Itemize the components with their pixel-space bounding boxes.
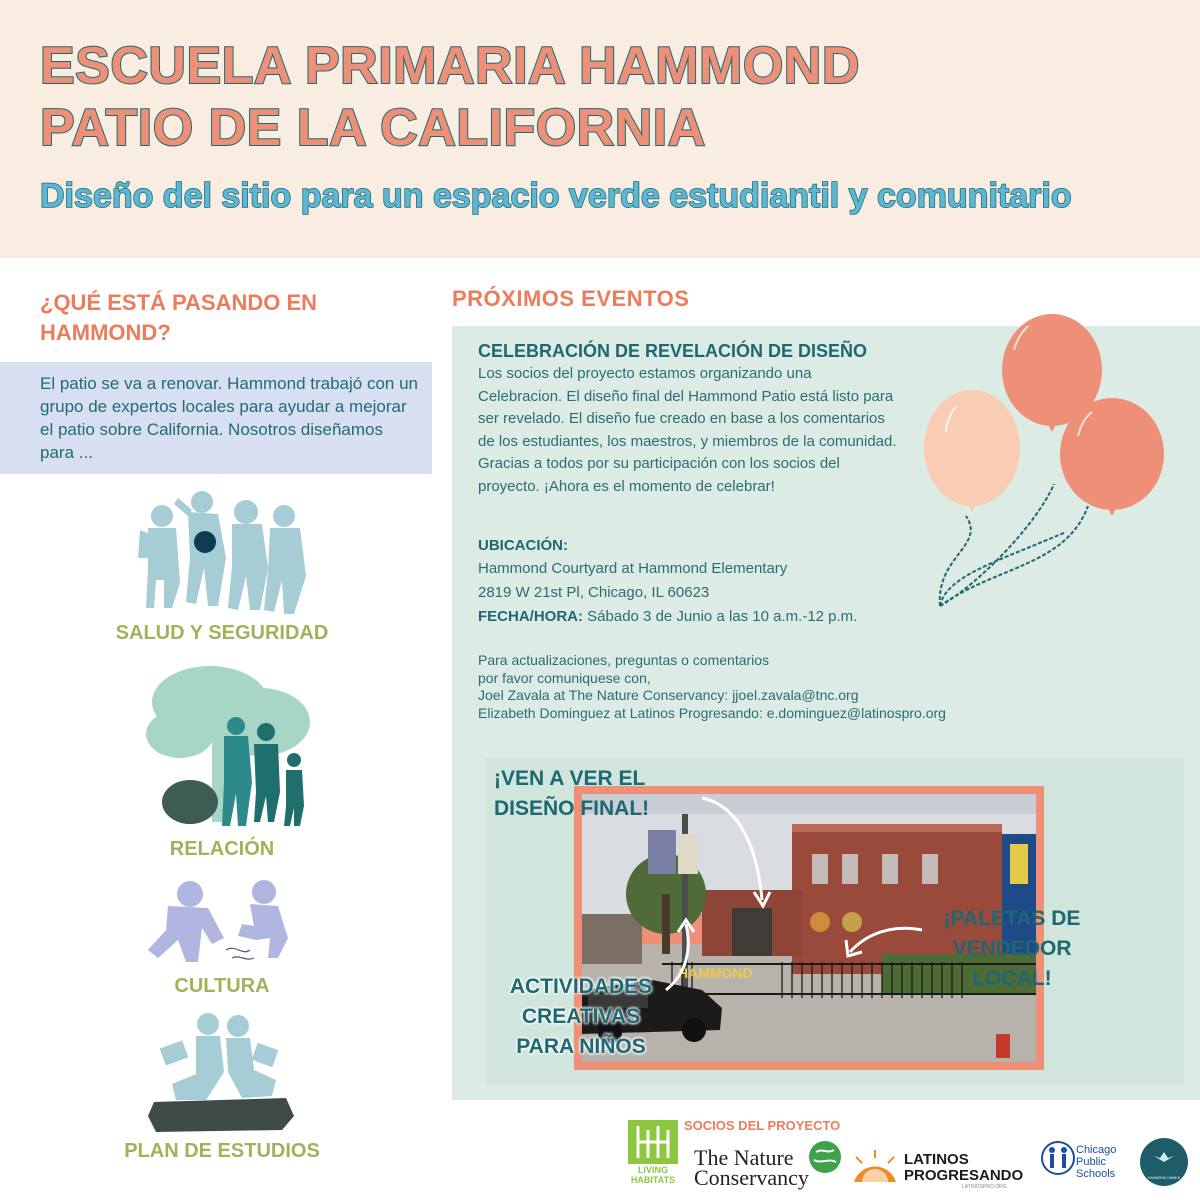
what-is-happening-heading: ¿QUÉ ESTÁ PASANDO EN HAMMOND? xyxy=(40,290,318,345)
tnc-globe-icon xyxy=(808,1140,842,1174)
latinos-progresando-url: LATINOSPRO.ORG xyxy=(962,1184,1007,1190)
lp-line1: LATINOS xyxy=(904,1151,969,1168)
latinos-progresando-sun-icon xyxy=(850,1148,900,1184)
partners-label: SOCIOS DEL PROYECTO xyxy=(684,1118,841,1133)
contact-tnc: Joel Zavala at The Nature Conservancy: jjoel.zavala@tnc.org xyxy=(478,687,859,703)
event-title: CELEBRACIÓN DE REVELACIÓN DE DISEÑO xyxy=(478,341,868,361)
kids-drawing-illustration xyxy=(138,878,318,970)
callout-local-vendor-popsicles: ¡PALETAS DE VENDEDOR LOCAL! xyxy=(943,907,1081,990)
kids-reading-illustration xyxy=(146,1010,296,1132)
date-label: FECHA/HORA: xyxy=(478,608,583,625)
contact-line: por favor comuniquese con, xyxy=(478,669,651,686)
page-subtitle: Diseño del sitio para un espacio verde estudiantil y comunitario xyxy=(40,177,1072,215)
latinos-progresando-logo-text xyxy=(904,1152,1023,1184)
lp-line2: PROGRESANDO xyxy=(904,1167,1024,1184)
date-value: Sábado 3 de Junio a las 10 a.m.-12 p.m. xyxy=(587,608,858,625)
callout-creative-activities: ACTIVIDADES CREATIVAS PARA NIÑOS xyxy=(509,975,653,1058)
event-description: Los socios del proyecto estamos organizando una Celebracion. El diseño final del Hammond Patio está listo para ser revelado. El diseño fue creado en base a los comentarios de los estudiantes, los maestros, y miembros de la comunidad. Gracias a todos por su participación con los socios del proyecto. ¡Ahora es el momento de celebrar! xyxy=(478,365,897,495)
living-habitats-label: LIVING HABITATS xyxy=(630,1165,676,1185)
tnc-line2: Conservancy xyxy=(694,1165,809,1190)
hawk-icon xyxy=(1152,1146,1176,1170)
tree-people-illustration xyxy=(140,662,326,832)
fence-letters: HAMMOND xyxy=(678,965,753,981)
kids-playing-illustration xyxy=(134,488,310,618)
intro-text: El patio se va a renovar. Hammond trabajó con un grupo de expertos locales para ayudar a mejorar el patio sobre California. Nosotros diseñamos para ... xyxy=(40,374,418,462)
balloons-illustration xyxy=(916,306,1172,618)
caption-relationship: RELACIÓN xyxy=(169,838,275,860)
location-venue: Hammond Courtyard at Hammond Elementary xyxy=(478,560,788,577)
location-address: 2819 W 21st Pl, Chicago, IL 60623 xyxy=(478,584,710,601)
caption-culture: CULTURA xyxy=(174,975,270,997)
chicago-public-schools-logo-text xyxy=(1076,1144,1116,1180)
contact-info xyxy=(478,652,1098,722)
upcoming-events-heading: PRÓXIMOS EVENTOS xyxy=(452,286,690,311)
caption-curriculum: PLAN DE ESTUDIOS xyxy=(124,1140,320,1162)
living-habitats-logo-icon xyxy=(628,1120,678,1164)
cps-line2: Public xyxy=(1076,1156,1106,1168)
tnc-line1: The Nature xyxy=(694,1145,794,1170)
page-title-line2: PATIO DE LA CALIFORNIA xyxy=(40,99,706,157)
location-label: UBICACIÓN: xyxy=(478,537,568,554)
contact-line: Para actualizaciones, preguntas o comentarios xyxy=(478,652,770,668)
page-title: ESCUELA PRIMARIA HAMMOND xyxy=(40,37,860,95)
contact-latinos-progresando: Elizabeth Dominguez at Latinos Progresando: e.dominguez@latinospro.org xyxy=(478,704,946,721)
cps-line1: Chicago xyxy=(1076,1144,1117,1156)
hammond-badge-text: HAMMOND HAWKS xyxy=(1147,1176,1181,1180)
date-time-line xyxy=(478,606,857,627)
nature-conservancy-logo-text xyxy=(694,1145,809,1190)
cps-line3: Schools xyxy=(1076,1168,1116,1180)
caption-health-safety: SALUD Y SEGURIDAD xyxy=(115,622,329,644)
callout-see-final-design: ¡VEN A VER EL DISEÑO FINAL! xyxy=(494,767,650,820)
cps-figures-icon xyxy=(1040,1140,1076,1184)
